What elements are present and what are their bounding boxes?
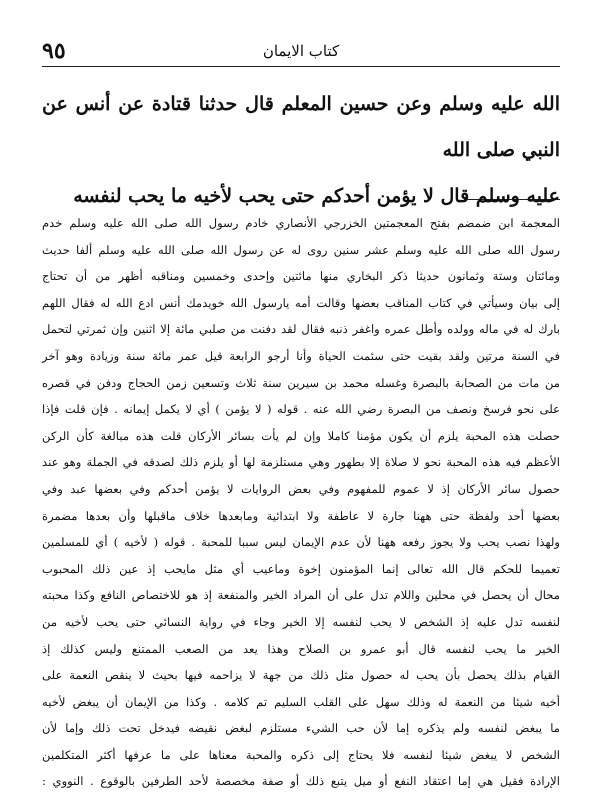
- hadith-line: عليه وسلم قال لا يؤمن أحدكم حتى يحب لأخيه ما يحب لنفسه: [73, 185, 560, 207]
- commentary-line: أخيه شيئا من النعمة له وذلك سهل على القلب السليم تم كلامه . وكذا من الإيمان أن يبغض لأخيه: [42, 694, 560, 709]
- commentary-line: الإرادة فقيل هي إما اعتقاد النفع أو ميل يتبع ذلك أو صفة مخصصة لأحد الطرفين بالوقوع . النووي :: [42, 774, 560, 789]
- commentary-text: [42, 210, 560, 795]
- running-title: كتاب الايمان: [262, 42, 340, 60]
- commentary-line: حصلت هذه المحبة يلزم أن يكون مؤمنا كاملا وإن لم يأت بسائر الأركان قلت هذه مبالغة كأن الركن: [42, 428, 560, 443]
- commentary-line: الشخص لا يبغض شيئا لنفسه فلا يحتاج إلى ذكره والمحبة معناها على ما عرفها أكثر المتكلمين: [42, 747, 560, 762]
- page-header: [42, 38, 560, 67]
- commentary-line: من مات من الصحابة بالبصرة وغسله محمد بن سيرين سنة ثلاث وتسعين زمن الحجاج ودفن في قصره: [42, 375, 560, 390]
- hadith-text: [42, 81, 560, 207]
- commentary-line: حصول سائر الأركان إذ لا عموم للمفهوم وفي بعض الروايات لا يؤمن أحدكم وفي بعضها عبد وفي: [42, 481, 560, 496]
- commentary-line: بعضها أحد ولفظة حتى ههنا جارة لا عاطفة ولا ابتدائية ومابعدها خلاف ماقبلها وأن بعدها مضمرة: [42, 508, 560, 523]
- commentary-line: محال أن يحصل في محلين واللام تدل على أن المراد الخير والمنفعة إذ هو للاختصاص النافع وكذا محبته: [42, 588, 560, 603]
- commentary-line: القيام بذلك يحصل بأن يحب له حصول مثل ذلك من جهة لا يزاحمه فيها بحيث لا ينقص النعمة على: [42, 668, 560, 683]
- commentary-line: ولهذا نصب يحب ولا يجوز رفعه ههنا لأن عدم الإيمان ليس سببا للمحبة . قوله ( لأخيه ) أي للمسلمين: [42, 535, 560, 550]
- commentary-line: إلى بيان وسيأتي في كتاب المناقب بعضها وقالت أمه يارسول الله خويدمك أنس ادع الله له فقال اللهم: [42, 295, 560, 310]
- commentary-line: رسول الله صلى الله عليه وسلم عشر سنين روى له عن رسول الله صلى الله عليه وسلم ألفا حديث: [42, 242, 560, 257]
- commentary-line: تعميما للحكم قال الله تعالى إنما المؤمنون إخوة وماعيب أي مثل مايحب إذ عين ذلك المحبوب: [42, 561, 560, 576]
- page-number: ٩٥: [42, 38, 66, 64]
- commentary-line: المعجمة ابن ضمضم بفتح المعجمتين الخزرجي الأنصاري خادم رسول الله صلى الله عليه وسلم خدم: [42, 216, 560, 230]
- commentary-line: في السنة مرتين ولقد بقيت حتى سئمت الحياة وأنا أرجو الرابعة قيل عمر مائة سنة وزيادة وهو آخر: [42, 348, 560, 363]
- commentary-line: على نحو فرسخ ونصف من البصرة رضي الله عنه . قوله ( لا يؤمن ) أي لا يكمل إيمانه . فإن قلت فإذا: [42, 402, 560, 417]
- commentary-line: بارك له في ماله وولده وأطل عمره واغفر ذنبه فقال لقد دفنت من صلبي مائة إلا اثنين وإن ثمرتي لتحمل: [42, 322, 560, 337]
- hadith-line: الله عليه وسلم وعن حسين المعلم قال حدثنا قتادة عن أنس عن النبي صلى الله: [42, 93, 560, 161]
- commentary-line: ومائتان وستة وثمانون حديثا ذكر البخاري منها مائتين وإحدى وخمسين ومناقبه أظهر من أن تحتاج: [42, 269, 560, 284]
- commentary-line: ما يبغض لنفسه ولم يذكره إما لأن حب الشيء مستلزم لبغض نقيضه فيدخل تحت ذلك وإما لأن: [42, 721, 560, 736]
- commentary-line: الأعظم فيه هذه المحبة نحو لا صلاة إلا بطهور وهي مستلزمة لها أو يلزم ذلك لصدقه في الجملة وهو عند: [42, 455, 560, 470]
- commentary-line: لنفسه تدل عليه إذ الشخص لا يحب لنفسه إلا الخير وجاء في رواية النسائي حتى يحب لأخيه من: [42, 614, 560, 629]
- commentary-line: الخير ما يحب لنفسه قال أبو عمرو بن الصلاح وهذا يعد من الصعب الممتنع وليس كذلك إذ: [42, 641, 560, 656]
